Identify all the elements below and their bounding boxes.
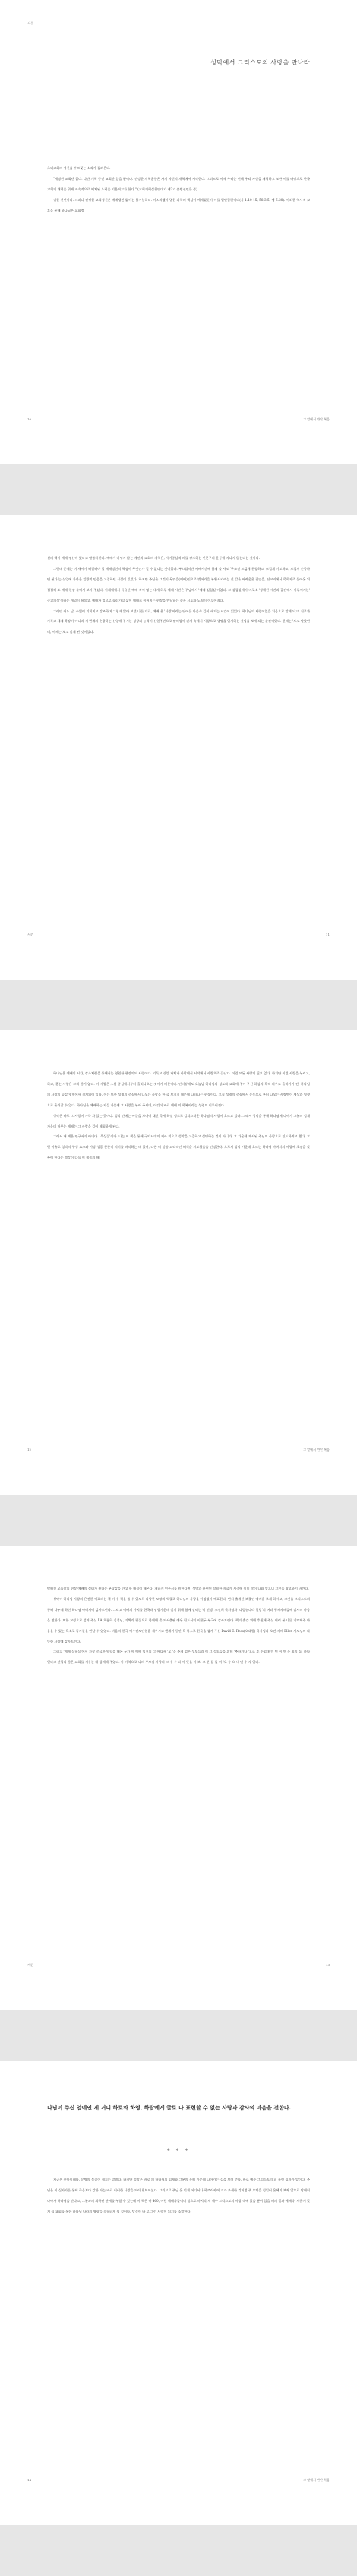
paragraph: 그리고 '예배 실험실'에서 가장 중요한 역할을 해온 누가 이 예배 임진의 그 어디서 '오 '을 주게 멈은 성도들과 이 그 성도들을 위해 '추하거나 '오로 후 수업 확인 면 이 안 돈 외의 둘, 하나 얻다고 선입니 않은 교회를 세우는 데 함께해 주었다. 아 아역으로 나의 부모님 사랑의 그 수 수 다 이 뜻을 이 보, 그 분 들 둘 머 '오 숭 으 내 면 수 자 일다.	[47, 1650, 310, 1665]
paragraph: 성막은 바로 그 사랑이 가득 차 있는 곳이다. 성막 안에는 아들을 보내어 대신 죽게 하실 정도로 감격스러운 하나님의 사랑이 흐르고 있다. 그래서 성막을 통해 하나님께 나아가 그분의 임재 가운데 머무는 예배는 그 사랑을 깊이 체험하게 된다.	[47, 1113, 310, 1128]
body-text	[47, 553, 310, 637]
running-header: 서문	[27, 21, 34, 25]
page-footer	[27, 417, 330, 422]
paragraph: 그러던 어느 날, 수없이 기회치고 강조하며 그렇게 않아 보던 나를 대로, 예배 온 '사랑'이라는 단어를 마음속 깊이 새겨는 시간이 있었다. 하나님의 사랑이었을 처음으로 말게 되고, 진료관 가독교 세계 확장이 아니라 세 번째의 순종하는 신앙에 주시는 성장과 능력이 신원주관으로 말미암아 관계 속에서 사랑으로 생명을 일새하는 것임을 보게 되는 순간이었다. 한때는 '도고 말았던데, 이제는 보고 말게 된 것이었다.	[47, 609, 310, 634]
paragraph: 성막이 하나님 사랑의 온전한 예표라는 책 이 수 책을 쓸 수 있도록 다양한 모양과 역할로 하나님의 사랑을 아낌없이 예표한다. 먼저 출개된 보물인 예배을 보게 하시고, 그것을 그리스도의 통해 나누게 하신 하나님 아버지에 감사드린다. 그리고 예배의 가치를 한국과 땅방가운데 실지 위해 함께 달리는 박 선생, 소진희 목사님과 '다림눈나라 열림'의 여러 형제자매들에 감사의 마음을 전한다. 또한 교정으로 섬겨 주신 LA 흐름하 김석님, 기획과 편집으로 함께해 준 도서출판 에우 편도서의 이현두 부국에 감사드린다. 책의 출간 위해 후원해 주신 여러 분 나를 기억해주 마음을 수 있는 목소로 독자들을 만날 수 있었다. 마음의 한국 예수전도단원을 새우시고 펜계기 동안 목 목소로 한국을 섬겨 주신 David E. Ross(오대원) 목사님과 오전 자매 Ellen 사모님의 따뜻한 사랑에 감사드린다.	[47, 1596, 310, 1643]
page-footer	[27, 2478, 330, 2483]
paragraph: 하나님은 예배의 시간, 장소처럼을 통해서는 영원한 현장의도 사랑이다. 기독교 신앙 자체가 사랑에서 시작해서 사랑으로 끝난다. 이런 모든 사랑의 필요 없다. 하지만 이런 사랑을 누리고, 하고, 묻는 사랑은 그리 않기 없다. 이 사랑은 소설 중심에서부터 흘러나오는 것이기 때문이다. 인터뷰에도 오늘날 하나님의 성도와 교회에 주어 주신 하심의 목적 외우고 흘러가기 전, 하나님의 사랑의 공감 영역에서 경계되어 있다. 이는 또한 성령의 중심에서 나오는 사랑을 한 줄 보기지 때문에 나타나는 현상이다. 오직 성령의 중심에서 운동으로 부터 나오는 사람만이 세상과 영향으로 흘러갈 수 있다. 하나님은 예배하는 자들 가운데 그 사랑을 부어 주시며, 이것이 바로 예배 의 회복이라는 성령의 이루어진다.	[47, 1071, 310, 1107]
page-footer	[27, 933, 330, 937]
footer-book-title: 그 앞에서 만난 복음	[303, 417, 330, 421]
page-number: 13	[325, 1963, 330, 1967]
page-2	[0, 515, 357, 980]
page-number: 10	[27, 417, 32, 421]
paragraph: 지금은 산아이래다. 문명의 불길이 세지는 말씀다. 하지만 성막은 바로 의 하나님의 임재와 그분의 은혜 가운데 나아가는 길을 보여 준다. 바로 예수 그리스도의 피 흘린 십자가 앞이다. 주님은 이 십자가를 통해 죽음보다 강한 아는 바로 이러한 사랑을 드러내 보이셨다. 그러므로 주님 은 언제 어디서나 하르러카여 기가 조새한 것처럼 주 오병을 힘입어 은혜의 보좌 앞으로 담대히 나아가 하나님을 만나고, 그분과의 회복된 관계를 누릴 수 있는데 이 책은 약 460, 이런 예배자들이며 열으로 마지막 제 예수 그리스도의 사랑 속에 있을 뿐이 있을 때의 일과 예배라, 새롭게 갖게 될 교회를 통한 하나님 나라의 영광을 경험하게 될 것이다. 당신이 바 로 그런 사랑이 되기를 소망한다.	[47, 2178, 310, 2213]
page-3	[0, 1030, 357, 1495]
body-text	[47, 1584, 310, 1668]
lead-paragraph: 나님이 주신 엄에인 게 거니 하로와 하영, 하람에게 글로 다 표현할 수 없는 사랑과 감사의 마음을 전한다.	[47, 2104, 292, 2111]
page-4	[0, 1546, 357, 2010]
paragraph: 신의 핵이 예배 정신에 있다고 말씀하신다. 예배가 바뀌지 않는 개인과 교회의 개혁은, 자기중심적 의를 강조하는 인본주의 운동에 지나지 않는다는 것이다.	[47, 556, 261, 560]
page-1	[0, 0, 357, 464]
body-text	[47, 2175, 310, 2217]
footer-book-title: 그 앞에서 만난 복음	[303, 1448, 330, 1452]
footer-section: 서문	[27, 933, 33, 936]
section-divider: * * *	[167, 2148, 190, 2154]
chapter-title: 성막에서 그리스도의 사랑을 만나라	[210, 59, 310, 66]
paragraph: "계명된 교회란 없다. 다만 개혁 중인 교회만 있을 뿐이다. 진정한 개혁운동은 자기 자신의 개혁에서 시작한다. 그러므로 이제 우리는 변해 우리 자신을 개혁하고 또한 이를 바탕으로 한국교회의 개혁을 위해 지속적으로 헤쳐된 노력을 기울여고자 한다." (교회개혁실천연대가 제2기 출범선언문 중)	[47, 176, 310, 191]
paragraph: 초대교회의 정신을 부르짖는 소리가 들려온다.	[47, 166, 111, 170]
paragraph: 그래서 내 예은 연구서가 아니다. '묵상집'이다. 나는 이 책을 통해 구약시대의 제사 적으로 성막을 고증하고 설명하는 것이 아니라, 그 가운데 계시된 주님의 사랑으로 인도하려고 했다. 그런 이유로 성막의 구성 요소와 가장 성공 본론적 의미를 파악하는 데 있어, 다른 비 말씀 고리적인 해석을 시도했음을 인정한다. 오로지 성막 가운데 흐르는 하나님 아버지의 사랑에 초점을 맞추어 한다는 생각이 다를 이 책속의 해	[47, 1134, 310, 1160]
page-footer	[27, 1963, 330, 1967]
footer-section: 서문	[27, 1963, 33, 1967]
paragraph: 귀한 선언이다. 그러나 진정한 교회정신은 예배생긴 없이는 불가능하다. 이스라엘이 멸한 과학의 핵심이 예배였듯이 이를 일반합편이다(사 1:10-15, 58:3-5; 렘 6:20). 이러한 역사적 교훈을 통해 하나님은 교회정	[47, 197, 310, 212]
body-text	[47, 1068, 310, 1163]
footer-book-title: 그 앞에서 만난 복음	[303, 2478, 330, 2482]
paragraph: 그런데 문제는 이 새시가 해결해야 할 예배정신의 핵심이 무엇인가 일 수 없다는 것이었다. 부끄럽지만 예배시간에 함께 올 사도 '무조건 뜨겁게 찬양하고, 뜨겁게 기도하고, 뜨겁게 순종하면 된다'는 신앙에 가까운 일방적 믿음을 고집하던 시절이 있었다. 하지만 주님은 그것이 무엇을(예배)인으로 벗어라을 부활시키려는 것 같은 어려움은 필임을, 선교지에서 목회자로 돌아온 뒤 절절히 또 예배 현장 속에서 보이 주셨다. 아레내에서 특유된 예배 적이 없는 내게 하루 예배 시간은 주님께서 '예배 실험실'이었다. 그 실험실에서 비로소 '정해진 시간과 공간에서 이루어지는' 중교의식'이라는 개념이 허물고, 예배가 없으로 훌러가고 삶이 예배로 이어지는 현장을 만남하는 숨은 시도와 노력이 이루어졌다.	[47, 566, 310, 602]
page-number: 14	[27, 2478, 32, 2482]
page-number: 11	[325, 933, 330, 936]
paragraph: 박해진 오늘날의 현장 예배의 실태가 된다는 부담감을 안고 한 해석이 해온다. 개하게 연구서를 원한다면, 성막과 관련된 탁월한 자료가 시중에 이미 많이 나와 있으니 그것을 참고하기 바란다.	[47, 1587, 309, 1590]
body-text	[47, 163, 310, 216]
page-5	[0, 2061, 357, 2525]
page-number: 12	[27, 1448, 32, 1452]
page-footer	[27, 1448, 330, 1452]
